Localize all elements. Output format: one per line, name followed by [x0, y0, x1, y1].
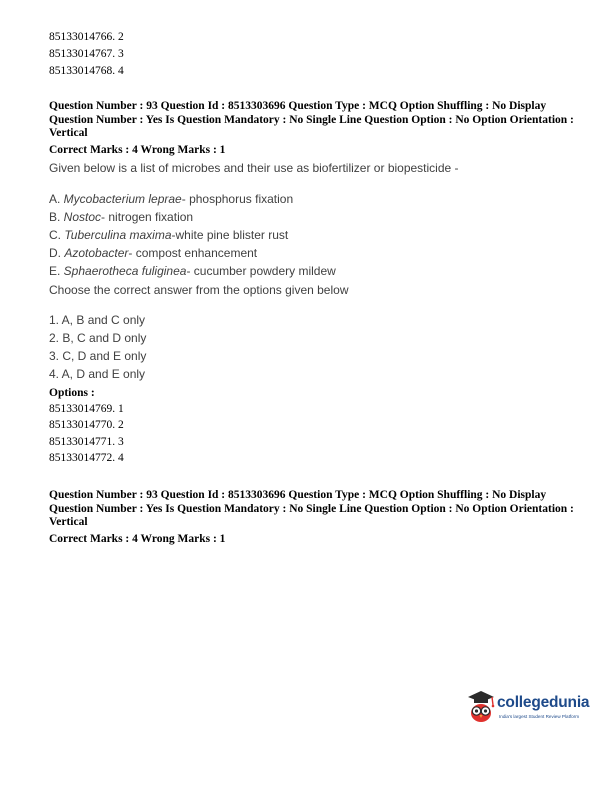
list-item-prefix: E. — [49, 264, 64, 278]
list-item — [49, 246, 257, 261]
list-item — [49, 192, 293, 207]
microbe-use: - compost enhancement — [128, 246, 258, 260]
microbe-name: Mycobacterium leprae — [63, 192, 182, 206]
prev-option-1: 85133014766. 2 — [49, 31, 124, 43]
next-question-marks: Correct Marks : 4 Wrong Marks : 1 — [49, 533, 226, 545]
list-item — [49, 210, 193, 225]
answer-choice-1: 1. A, B and C only — [49, 313, 146, 327]
option-id-1: 85133014769. 1 — [49, 403, 124, 415]
list-item-prefix: A. — [49, 192, 64, 206]
options-label: Options : — [49, 387, 95, 399]
prev-option-2: 85133014767. 3 — [49, 48, 124, 60]
microbe-use: -white pine blister rust — [171, 228, 289, 242]
collegedunia-logo — [464, 688, 594, 728]
question-marks: Correct Marks : 4 Wrong Marks : 1 — [49, 144, 226, 156]
question-header: Question Number : 93 Question Id : 8513303696 Question Type : MCQ Option Shuffling : No Display Question Number : Yes Is Question Mandatory : No Single Line Question Option : No Option Orientation : Vertical — [49, 100, 574, 139]
next-question-header: Question Number : 93 Question Id : 8513303696 Question Type : MCQ Option Shuffling : No Display Question Number : Yes Is Question Mandatory : No Single Line Question Option : No Option Orientation : Vertical — [49, 489, 574, 528]
microbe-name: Azotobacter — [64, 246, 129, 260]
list-item — [49, 228, 288, 243]
microbe-name: Tuberculina maxima — [64, 228, 172, 242]
list-item-prefix: B. — [49, 210, 64, 224]
question-stem: Given below is a list of microbes and their use as biofertilizer or biopesticide - — [49, 161, 459, 175]
prev-option-3: 85133014768. 4 — [49, 65, 124, 77]
microbe-use: - phosphorus fixation — [181, 192, 294, 206]
microbe-use: - cucumber powdery mildew — [186, 264, 336, 278]
answer-choice-3: 3. C, D and E only — [49, 349, 147, 363]
graduate-owl-icon — [464, 688, 498, 724]
logo-wordmark: collegedunia — [497, 694, 590, 711]
logo-tagline: India's largest Student Review Platform — [499, 714, 580, 719]
list-item-prefix: D. — [49, 246, 65, 260]
list-item-prefix: C. — [49, 228, 65, 242]
option-id-2: 85133014770. 2 — [49, 419, 124, 431]
microbe-use: - nitrogen fixation — [101, 210, 194, 224]
answer-choice-4: 4. A, D and E only — [49, 367, 146, 381]
option-id-3: 85133014771. 3 — [49, 436, 124, 448]
microbe-name: Nostoc — [63, 210, 102, 224]
option-id-4: 85133014772. 4 — [49, 452, 124, 464]
microbe-name: Sphaerotheca fuliginea — [63, 264, 187, 278]
question-instruction: Choose the correct answer from the options given below — [49, 283, 349, 297]
list-item — [49, 264, 336, 279]
answer-choice-2: 2. B, C and D only — [49, 331, 147, 345]
